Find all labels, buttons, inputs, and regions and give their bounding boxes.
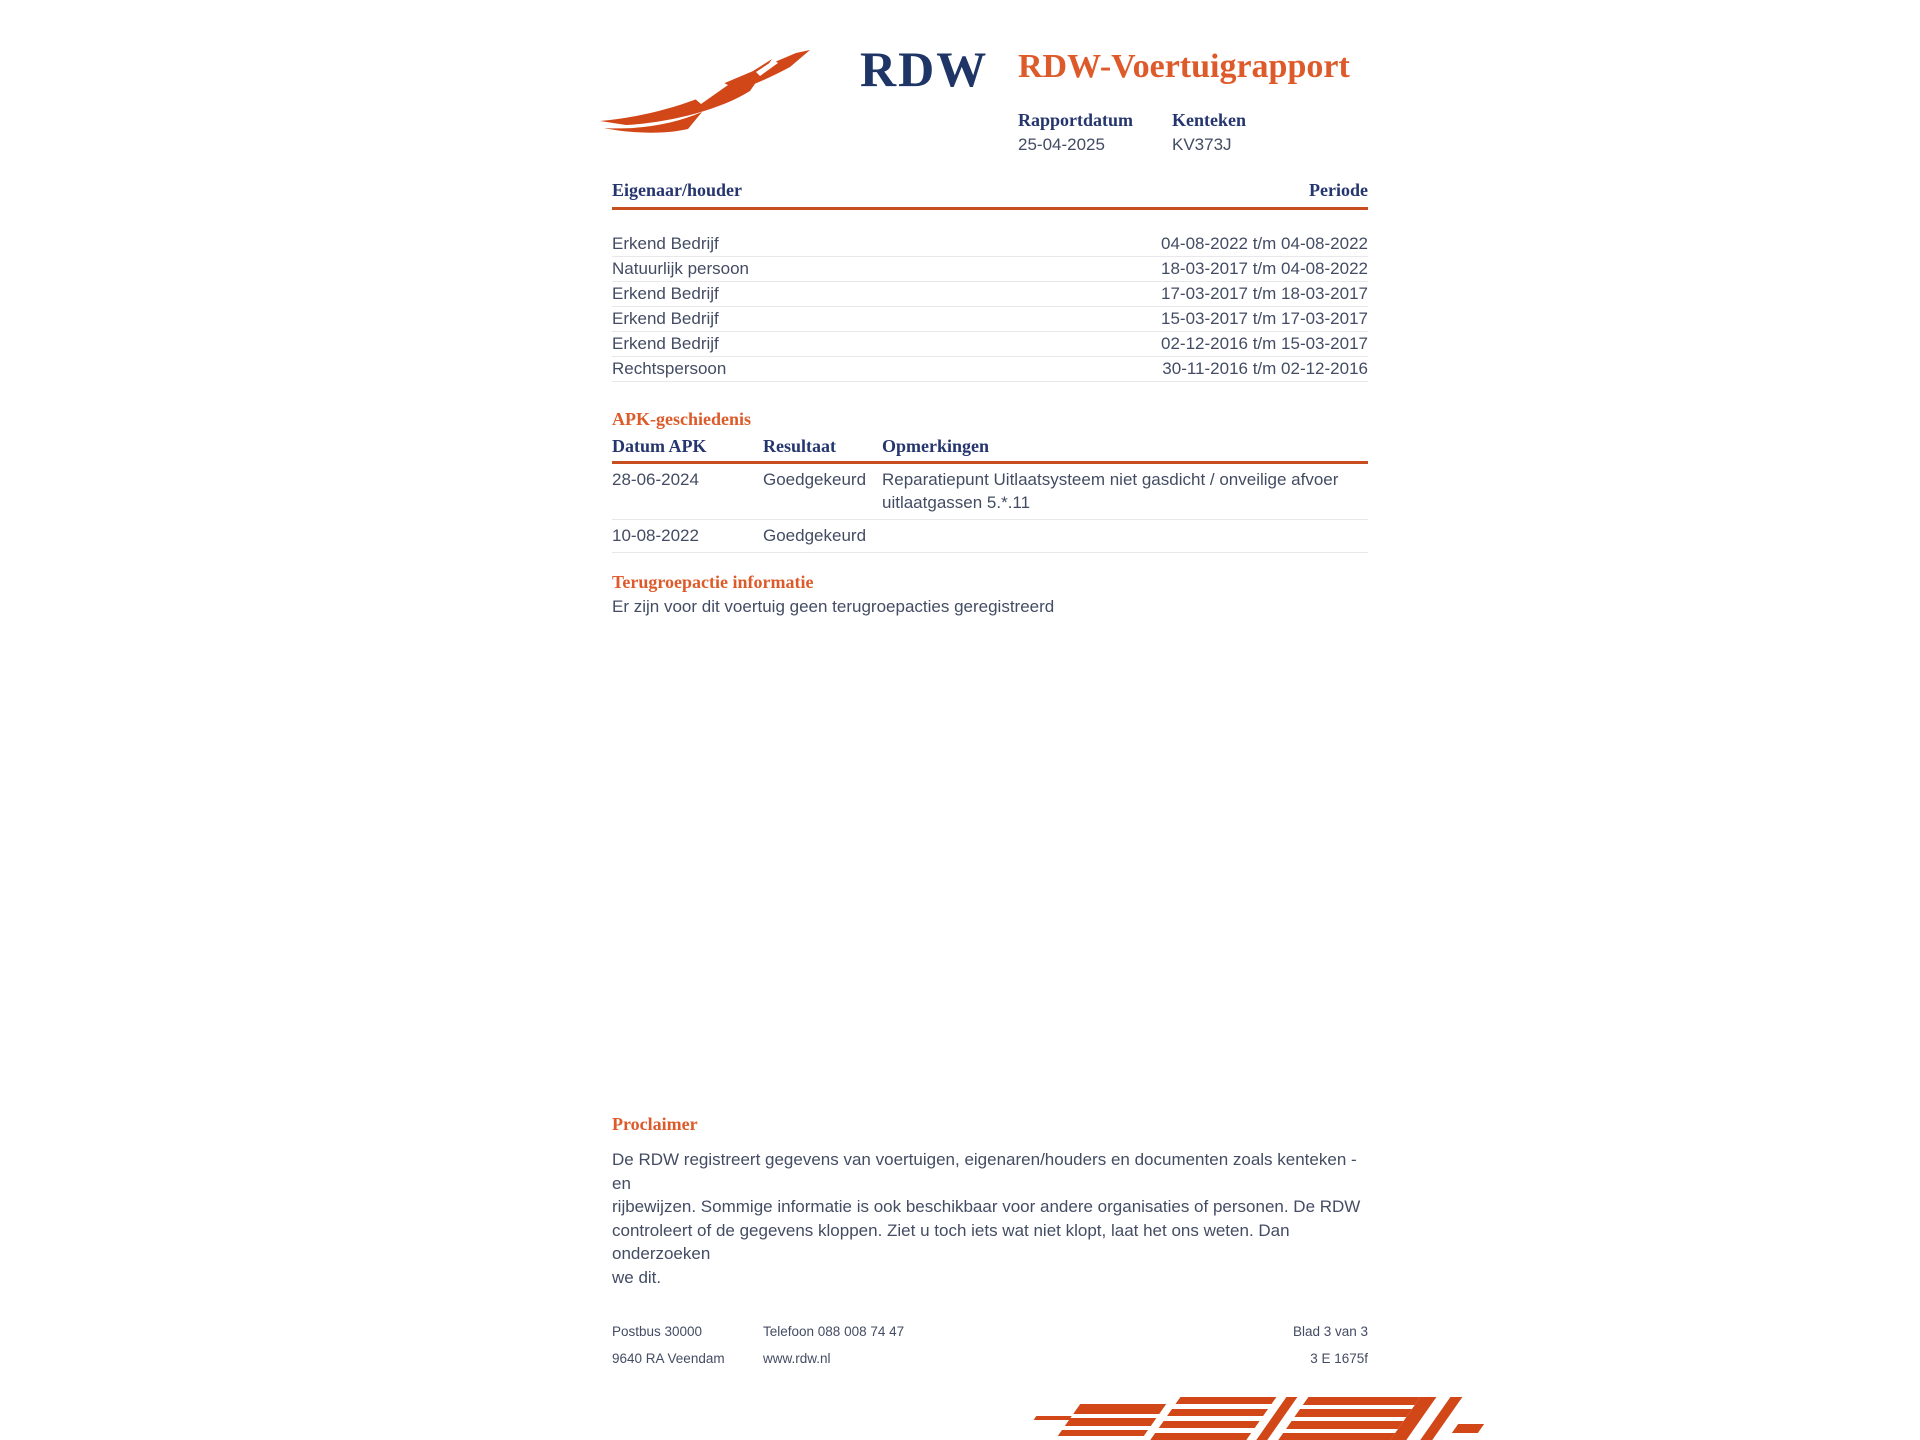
proclaimer-line: we dit. <box>612 1267 662 1287</box>
footer-city: 9640 RA Veendam <box>612 1351 725 1366</box>
report-title: RDW-Voertuigrapport <box>1018 48 1350 85</box>
proclaimer-line: controleert of de gegevens kloppen. Ziet u toch iets wat niet klopt, laat het ons weten. Dan onderzoeken <box>612 1220 1290 1263</box>
apk-datum: 10-08-2022 <box>612 526 699 545</box>
proclaimer-text <box>612 1148 1372 1289</box>
owner-period: 04-08-2022 t/m 04-08-2022 <box>1161 234 1368 253</box>
owner-row <box>612 332 1368 357</box>
rdw-feather-icon <box>598 50 816 134</box>
apk-col-datum: Datum APK <box>612 436 707 456</box>
rapportdatum-label: Rapportdatum <box>1018 110 1134 130</box>
owner-period: 02-12-2016 t/m 15-03-2017 <box>1161 334 1368 353</box>
rdw-wordmark: RDW <box>860 41 989 97</box>
footer-phone: Telefoon 088 008 74 47 <box>763 1324 905 1339</box>
kenteken-label: Kenteken <box>1172 110 1246 130</box>
apk-datum: 28-06-2024 <box>612 470 699 489</box>
kenteken-value: KV373J <box>1172 135 1232 154</box>
apk-row <box>612 464 1368 520</box>
owner-row <box>612 307 1368 332</box>
proclaimer-line: De RDW registreert gegevens van voertuigen, eigenaren/houders en documenten zoals kenteken - en <box>612 1150 1357 1193</box>
recall-text: Er zijn voor dit voertuig geen terugroepacties geregistreerd <box>612 597 1055 616</box>
apk-table <box>612 436 1368 553</box>
owner-type: Rechtspersoon <box>612 359 727 378</box>
apk-opmerking-line: Reparatiepunt Uitlaatsysteem niet gasdicht / onveilige afvoer <box>882 470 1339 489</box>
owner-type: Erkend Bedrijf <box>612 234 719 253</box>
rapportdatum-value: 25-04-2025 <box>1018 135 1105 154</box>
owner-type: Erkend Bedrijf <box>612 284 719 303</box>
owner-period: 15-03-2017 t/m 17-03-2017 <box>1161 309 1368 328</box>
owner-row <box>612 232 1368 257</box>
footer-website: www.rdw.nl <box>763 1351 831 1366</box>
proclaimer-line: rijbewijzen. Sommige informatie is ook beschikbaar voor andere organisaties of personen. De RDW <box>612 1197 1361 1216</box>
footer-page-indicator: Blad 3 van 3 <box>1292 1324 1368 1339</box>
owners-table <box>612 180 1368 382</box>
recall-section-title: Terugroepactie informatie <box>612 572 814 592</box>
owners-table-header <box>612 180 1368 210</box>
owner-type: Natuurlijk persoon <box>612 259 750 278</box>
owner-row <box>612 257 1368 282</box>
stripe-shape <box>1150 1397 1277 1440</box>
apk-resultaat: Goedgekeurd <box>763 526 867 545</box>
owners-col-owner: Eigenaar/houder <box>612 180 743 200</box>
apk-col-resultaat: Resultaat <box>763 436 836 456</box>
stripe-shape <box>1058 1404 1166 1436</box>
apk-opmerking-line: uitlaatgassen 5.*.11 <box>882 493 1031 512</box>
owner-row <box>612 357 1368 382</box>
rdw-stripes-graphic-icon <box>1035 1397 1475 1440</box>
owners-table-body <box>612 210 1368 382</box>
apk-col-opmerkingen: Opmerkingen <box>882 436 990 456</box>
apk-opmerkingen <box>882 468 1368 514</box>
owner-type: Erkend Bedrijf <box>612 309 719 328</box>
footer-postbus: Postbus 30000 <box>612 1324 703 1339</box>
apk-resultaat: Goedgekeurd <box>763 470 867 489</box>
apk-section-title: APK-geschiedenis <box>612 409 751 429</box>
proclaimer-section-title: Proclaimer <box>612 1114 698 1134</box>
owner-type: Erkend Bedrijf <box>612 334 719 353</box>
owner-period: 17-03-2017 t/m 18-03-2017 <box>1161 284 1368 303</box>
owner-period: 30-11-2016 t/m 02-12-2016 <box>1162 359 1368 378</box>
owners-col-period: Periode <box>1309 180 1368 200</box>
owner-period: 18-03-2017 t/m 04-08-2022 <box>1161 259 1368 278</box>
owner-row <box>612 282 1368 307</box>
stripe-shape <box>1452 1424 1484 1433</box>
footer-form-code: 3 E 1675f <box>1310 1351 1368 1366</box>
apk-row <box>612 520 1368 553</box>
apk-table-header <box>612 436 1368 464</box>
stripe-shape <box>1278 1397 1437 1440</box>
